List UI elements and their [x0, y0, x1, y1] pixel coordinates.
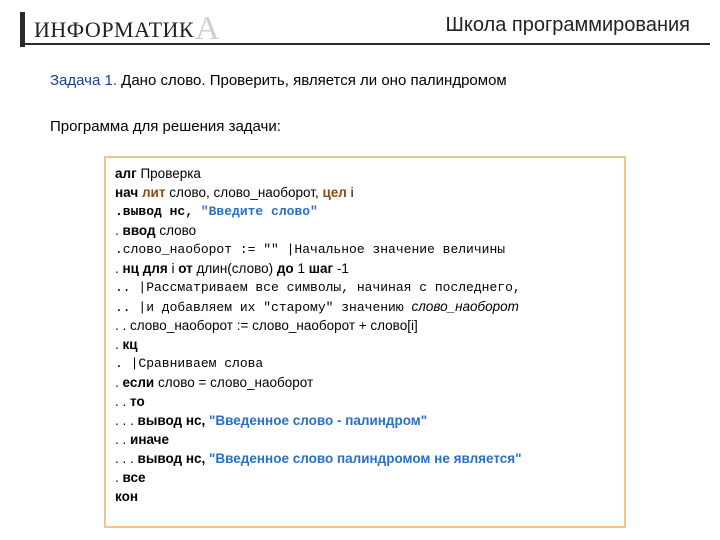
school-title: Школа программирования [445, 14, 690, 36]
code-text: . . [115, 394, 131, 409]
keyword: нач [115, 185, 139, 200]
code-text: 1 [293, 261, 309, 276]
code-text: . [115, 261, 123, 276]
logo-last-letter: А [195, 10, 221, 47]
keyword: вывод нс [137, 413, 202, 428]
code-line-3 [115, 202, 318, 221]
code-line-14 [115, 411, 427, 430]
code-text: .слово_наоборот := "" |Начальное значение величины [115, 242, 506, 257]
code-text: .вывод нс, [115, 204, 201, 219]
code-line-6 [115, 259, 349, 278]
code-text: i [167, 261, 179, 276]
keyword: если [122, 375, 155, 390]
code-text: . [115, 223, 123, 238]
code-text: . . . [115, 451, 138, 466]
type-keyword: цел [322, 185, 347, 200]
string-literal: "Введенное слово палиндромом не является" [209, 451, 522, 466]
code-text: длин(слово) [192, 261, 277, 276]
code-line-12 [115, 373, 313, 392]
logo [34, 10, 220, 48]
code-text: . [115, 470, 123, 485]
keyword: вывод нс [137, 451, 202, 466]
keyword: кон [115, 489, 138, 504]
code-text: . . слово_наоборот := слово_наоборот + слово[i] [115, 318, 418, 333]
code-comment: .. |и добавляем их "старому" значению [115, 300, 412, 315]
type-keyword: лит [141, 185, 166, 200]
code-text: слово = слово_наоборот [154, 375, 314, 390]
code-italic: слово_наоборот [411, 299, 519, 314]
code-line-15 [115, 430, 169, 449]
logo-vertical-bar [20, 12, 25, 47]
keyword: шаг [308, 261, 334, 276]
logo-text: ИНФОРМАТИК [34, 17, 195, 42]
code-line-7 [115, 278, 521, 297]
code-text: . . . [115, 413, 138, 428]
keyword: от [178, 261, 193, 276]
code-text: . . [115, 432, 131, 447]
keyword: алг [115, 166, 137, 181]
keyword: кц [122, 337, 138, 352]
code-line-9 [115, 316, 418, 335]
code-line-16 [115, 449, 522, 468]
keyword: нц для [122, 261, 168, 276]
code-line-8 [115, 297, 519, 317]
task-label: Задача 1. [50, 72, 118, 89]
keyword: то [130, 394, 145, 409]
code-text: . [115, 337, 123, 352]
code-text: , [201, 451, 210, 466]
code-line-10 [115, 335, 138, 354]
code-text: i [346, 185, 354, 200]
code-box [104, 156, 626, 528]
program-title: Программа для решения задачи: [50, 118, 281, 135]
code-text: слово [155, 223, 197, 238]
task-statement [50, 72, 507, 89]
code-line-13 [115, 392, 145, 411]
string-literal: "Введенное слово - палиндром" [209, 413, 428, 428]
task-text: Дано слово. Проверить, является ли оно палиндромом [117, 72, 507, 89]
code-line-11 [115, 354, 263, 373]
code-line-5 [115, 240, 505, 259]
keyword: ввод [122, 223, 156, 238]
keyword: до [276, 261, 294, 276]
keyword: иначе [130, 432, 169, 447]
code-text: . [115, 375, 123, 390]
code-text: Проверка [136, 166, 201, 181]
code-text: -1 [333, 261, 349, 276]
code-text: , [201, 413, 210, 428]
code-comment: .. |Рассматриваем все символы, начиная с последнего, [115, 280, 521, 295]
string-literal: "Введите слово" [200, 204, 318, 219]
code-text: слово, слово_наоборот, [165, 185, 323, 200]
code-line-4 [115, 221, 196, 240]
code-line-18 [115, 487, 138, 506]
code-comment: . |Сравниваем слова [115, 356, 264, 371]
keyword: все [122, 470, 146, 485]
code-line-2 [115, 183, 354, 202]
code-line-1 [115, 164, 201, 183]
code-line-17 [115, 468, 146, 487]
